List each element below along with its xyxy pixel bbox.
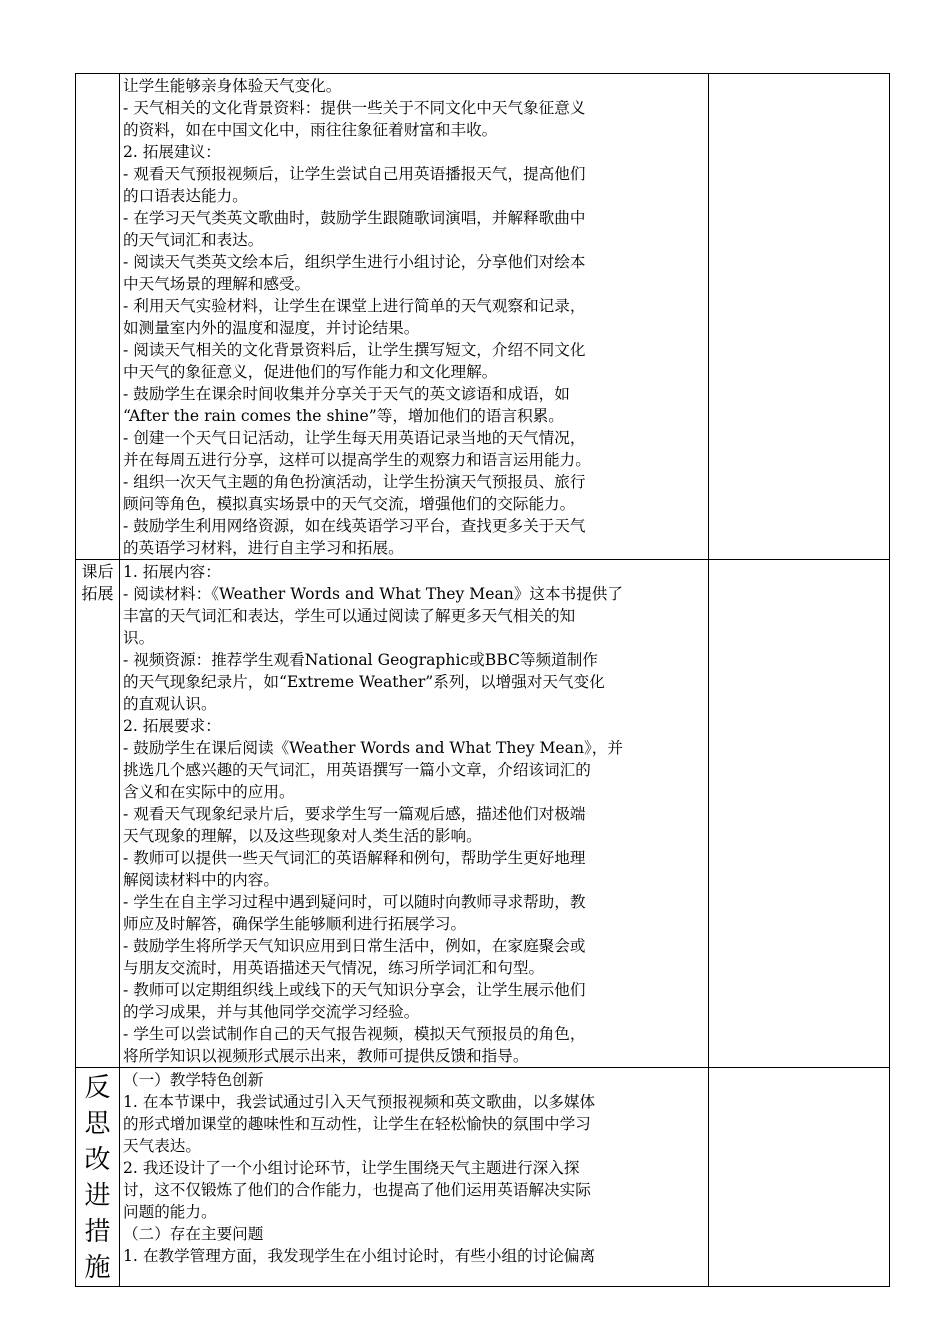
text-line: - 阅读材料：《Weather Words and What They Mean》这本书提供了 xyxy=(123,585,623,603)
row3-content xyxy=(120,1068,708,1267)
row-content-cell xyxy=(120,74,709,560)
text-line: - 阅读天气相关的文化背景资料后，让学生撰写短文，介绍不同文化 xyxy=(123,341,586,359)
row-label-reflection-improvement xyxy=(76,1068,119,1286)
text-line: 让学生能够亲身体验天气变化。 xyxy=(123,77,342,95)
row-content-cell xyxy=(120,560,709,1068)
text-line: - 学生在自主学习过程中遇到疑问时，可以随时向教师寻求帮助，教 xyxy=(123,893,586,911)
row-label-text: 措 xyxy=(84,1217,111,1247)
text-line: - 观看天气预报视频后，让学生尝试自己用英语播报天气，提高他们 xyxy=(123,165,586,183)
lesson-plan-table xyxy=(75,73,890,1287)
text-line: 的口语表达能力。 xyxy=(123,187,248,205)
text-line: 识。 xyxy=(123,629,155,647)
text-line: 1. 在本节课中，我尝试通过引入天气预报视频和英文歌曲，以多媒体 xyxy=(123,1093,596,1111)
text-line: 的天气词汇和表达。 xyxy=(123,231,264,249)
text-line: 含义和在实际中的应用。 xyxy=(123,783,295,801)
text-line: 的直观认识。 xyxy=(123,695,217,713)
text-line: - 组织一次天气主题的角色扮演活动，让学生扮演天气预报员、旅行 xyxy=(123,473,586,491)
text-line: 的天气现象纪录片，如“Extreme Weather”系列，以增强对天气变化 xyxy=(123,673,605,691)
text-line: 1. 拓展内容： xyxy=(123,563,221,581)
text-line: 的学习成果，并与其他同学交流学习经验。 xyxy=(123,1003,420,1021)
text-line: - 鼓励学生将所学天气知识应用到日常生活中，例如，在家庭聚会或 xyxy=(123,937,586,955)
text-line: - 鼓励学生在课余时间收集并分享关于天气的英文谚语和成语，如 xyxy=(123,385,570,403)
text-line: - 学生可以尝试制作自己的天气报告视频，模拟天气预报员的角色， xyxy=(123,1025,586,1043)
row-label-cell xyxy=(76,560,120,1068)
text-line: - 视频资源：推荐学生观看National Geographic或BBC等频道制作 xyxy=(123,651,598,669)
row-label-text: 施 xyxy=(84,1253,111,1283)
text-line: 2. 拓展建议： xyxy=(123,143,221,161)
row-label-text: 思 xyxy=(84,1109,111,1139)
row1-content xyxy=(120,74,708,559)
text-line: - 阅读天气类英文绘本后，组织学生进行小组讨论，分享他们对绘本 xyxy=(123,253,586,271)
text-line: 丰富的天气词汇和表达，学生可以通过阅读了解更多天气相关的知 xyxy=(123,607,576,625)
text-line: 如测量室内外的温度和湿度，并讨论结果。 xyxy=(123,319,420,337)
text-line: - 观看天气现象纪录片后，要求学生写一篇观后感，描述他们对极端 xyxy=(123,805,586,823)
table-row xyxy=(76,1068,890,1287)
text-line: 的资料，如在中国文化中，雨往往象征着财富和丰收。 xyxy=(123,121,498,139)
text-line: 1. 在教学管理方面，我发现学生在小组讨论时，有些小组的讨论偏离 xyxy=(123,1247,596,1265)
text-line: （一）教学特色创新 xyxy=(123,1071,264,1089)
text-line: - 创建一个天气日记活动，让学生每天用英语记录当地的天气情况， xyxy=(123,429,586,447)
text-line: 天气现象的理解，以及这些现象对人类生活的影响。 xyxy=(123,827,482,845)
text-line: - 天气相关的文化背景资料：提供一些关于不同文化中天气象征意义 xyxy=(123,99,586,117)
row-notes-cell xyxy=(709,1068,890,1287)
table-row xyxy=(76,560,890,1068)
row-notes-cell xyxy=(709,560,890,1068)
text-line: 中天气的象征意义，促进他们的写作能力和文化理解。 xyxy=(123,363,498,381)
text-line: - 利用天气实验材料，让学生在课堂上进行简单的天气观察和记录， xyxy=(123,297,586,315)
row-label-text: 拓展 xyxy=(81,584,114,603)
row-label-after-class-extension xyxy=(76,560,119,605)
text-line: 天气表达。 xyxy=(123,1137,201,1155)
text-line: 的形式增加课堂的趣味性和互动性，让学生在轻松愉快的氛围中学习 xyxy=(123,1115,591,1133)
text-line: 师应及时解答，确保学生能够顺利进行拓展学习。 xyxy=(123,915,467,933)
text-line: 2. 拓展要求： xyxy=(123,717,221,735)
text-line: 并在每周五进行分享，这样可以提高学生的观察力和语言运用能力。 xyxy=(123,451,591,469)
row2-content xyxy=(120,560,708,1067)
row-notes-cell xyxy=(709,74,890,560)
text-line: 与朋友交流时，用英语描述天气情况，练习所学词汇和句型。 xyxy=(123,959,545,977)
text-line: 的英语学习材料，进行自主学习和拓展。 xyxy=(123,539,404,557)
text-line: - 教师可以提供一些天气词汇的英语解释和例句，帮助学生更好地理 xyxy=(123,849,586,867)
text-line: 解阅读材料中的内容。 xyxy=(123,871,279,889)
table-row xyxy=(76,74,890,560)
text-line: 问题的能力。 xyxy=(123,1203,217,1221)
text-line: 将所学知识以视频形式展示出来，教师可提供反馈和指导。 xyxy=(123,1047,529,1065)
row-label-cell xyxy=(76,1068,120,1287)
text-line: 讨，这不仅锻炼了他们的合作能力，也提高了他们运用英语解决实际 xyxy=(123,1181,591,1199)
row-label-text: 反 xyxy=(84,1073,111,1103)
row-label-text: 改 xyxy=(84,1145,111,1175)
text-line: 2. 我还设计了一个小组讨论环节，让学生围绕天气主题进行深入探 xyxy=(123,1159,580,1177)
text-line: - 鼓励学生在课后阅读《Weather Words and What They Mean》，并 xyxy=(123,739,623,757)
text-line: 顾问等角色，模拟真实场景中的天气交流，增强他们的交际能力。 xyxy=(123,495,576,513)
text-line: - 教师可以定期组织线上或线下的天气知识分享会，让学生展示他们 xyxy=(123,981,586,999)
row-content-cell xyxy=(120,1068,709,1287)
text-line: “After the rain comes the shine”等，增加他们的语言积累。 xyxy=(123,407,564,425)
text-line: - 在学习天气类英文歌曲时，鼓励学生跟随歌词演唱，并解释歌曲中 xyxy=(123,209,586,227)
row-label-cell xyxy=(76,74,120,560)
text-line: 挑选几个感兴趣的天气词汇，用英语撰写一篇小文章，介绍该词汇的 xyxy=(123,761,591,779)
text-line: - 鼓励学生利用网络资源，如在线英语学习平台，查找更多关于天气 xyxy=(123,517,586,535)
text-line: 中天气场景的理解和感受。 xyxy=(123,275,311,293)
row-label-text: 进 xyxy=(84,1181,111,1211)
row-label-text: 课后 xyxy=(81,562,114,581)
text-line: （二）存在主要问题 xyxy=(123,1225,264,1243)
